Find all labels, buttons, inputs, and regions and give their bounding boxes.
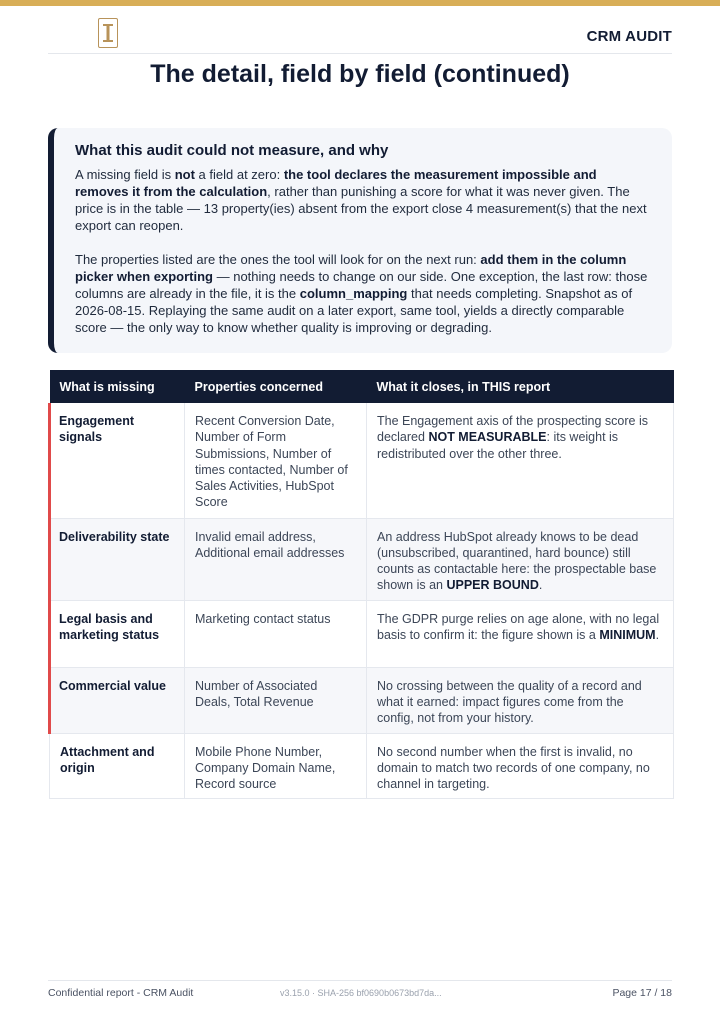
row-missing: Commercial value [50, 667, 185, 733]
table-row [50, 518, 674, 600]
row-missing: Legal basis and marketing status [50, 600, 185, 667]
footer-version-hash: v3.15.0 · SHA-256 bf0690b0673bd7da... [280, 988, 442, 998]
page-footer [48, 980, 672, 1010]
callout-paragraph-1: A missing field is not a field at zero: the tool declares the measurement impossible and removes it from the calculation, rather than punishing a score for what it was never given. The price is in the table — 13 property(ies) absent from the export close 4 measurement(s) that the next export can reopen. [75, 167, 647, 233]
callout-paragraph-2: The properties listed are the ones the tool will look for on the next run: add them in the column picker when exporting — nothing needs to change on our side. One exception, the last row: those columns are already in the file, it is the column_mapping that needs completing. Snapshot as of 2026-08-15. Replaying the same audit on a later export, same tool, yields a directly comparable score — the only way to know whether quality is improving or degrading. [75, 252, 648, 335]
row-missing: Attachment and origin [50, 733, 185, 798]
page-number: Page 17 / 18 [612, 987, 672, 999]
table-row [50, 600, 674, 667]
row-properties: Invalid email address, Additional email addresses [185, 518, 367, 600]
row-properties: Mobile Phone Number, Company Domain Name, Record source [185, 733, 367, 798]
table-row [50, 403, 674, 518]
row-properties: Marketing contact status [185, 600, 367, 667]
row-properties: Number of Associated Deals, Total Revenue [185, 667, 367, 733]
row-closes: The GDPR purge relies on age alone, with no legal basis to confirm it: the figure shown is a MINIMUM. [367, 600, 674, 667]
table-row [50, 667, 674, 733]
report-title: CRM AUDIT [586, 28, 672, 45]
footer-confidential-label: Confidential report - CRM Audit [48, 987, 194, 999]
column-header-properties: Properties concerned [185, 370, 367, 403]
column-header-missing: What is missing [50, 370, 185, 403]
column-header-closes: What it closes, in THIS report [367, 370, 674, 403]
row-missing: Deliverability state [50, 518, 185, 600]
page-title: The detail, field by field (continued) [150, 60, 570, 88]
table-row [50, 733, 674, 798]
row-missing: Engagement signals [50, 403, 185, 518]
pillar-logo-icon [98, 18, 118, 48]
row-properties: Recent Conversion Date, Number of Form Submissions, Number of times contacted, Number of Sales Activities, HubSpot Score [185, 403, 367, 518]
page-header [48, 6, 672, 54]
row-closes: No crossing between the quality of a record and what it earned: impact figures come from the config, not from your history. [367, 667, 674, 733]
limitations-callout [48, 128, 672, 353]
missing-fields-table [48, 370, 672, 799]
table-header-row [50, 370, 674, 403]
callout-heading: What this audit could not measure, and why [75, 142, 389, 159]
row-closes: An address HubSpot already knows to be dead (unsubscribed, quarantined, hard bounce) still counts as contactable here: the prospectable base shown is an UPPER BOUND. [367, 518, 674, 600]
row-closes: No second number when the first is invalid, no domain to match two records of one company, no channel in targeting. [367, 733, 674, 798]
row-closes: The Engagement axis of the prospecting score is declared NOT MEASURABLE: its weight is redistributed over the other three. [367, 403, 674, 518]
